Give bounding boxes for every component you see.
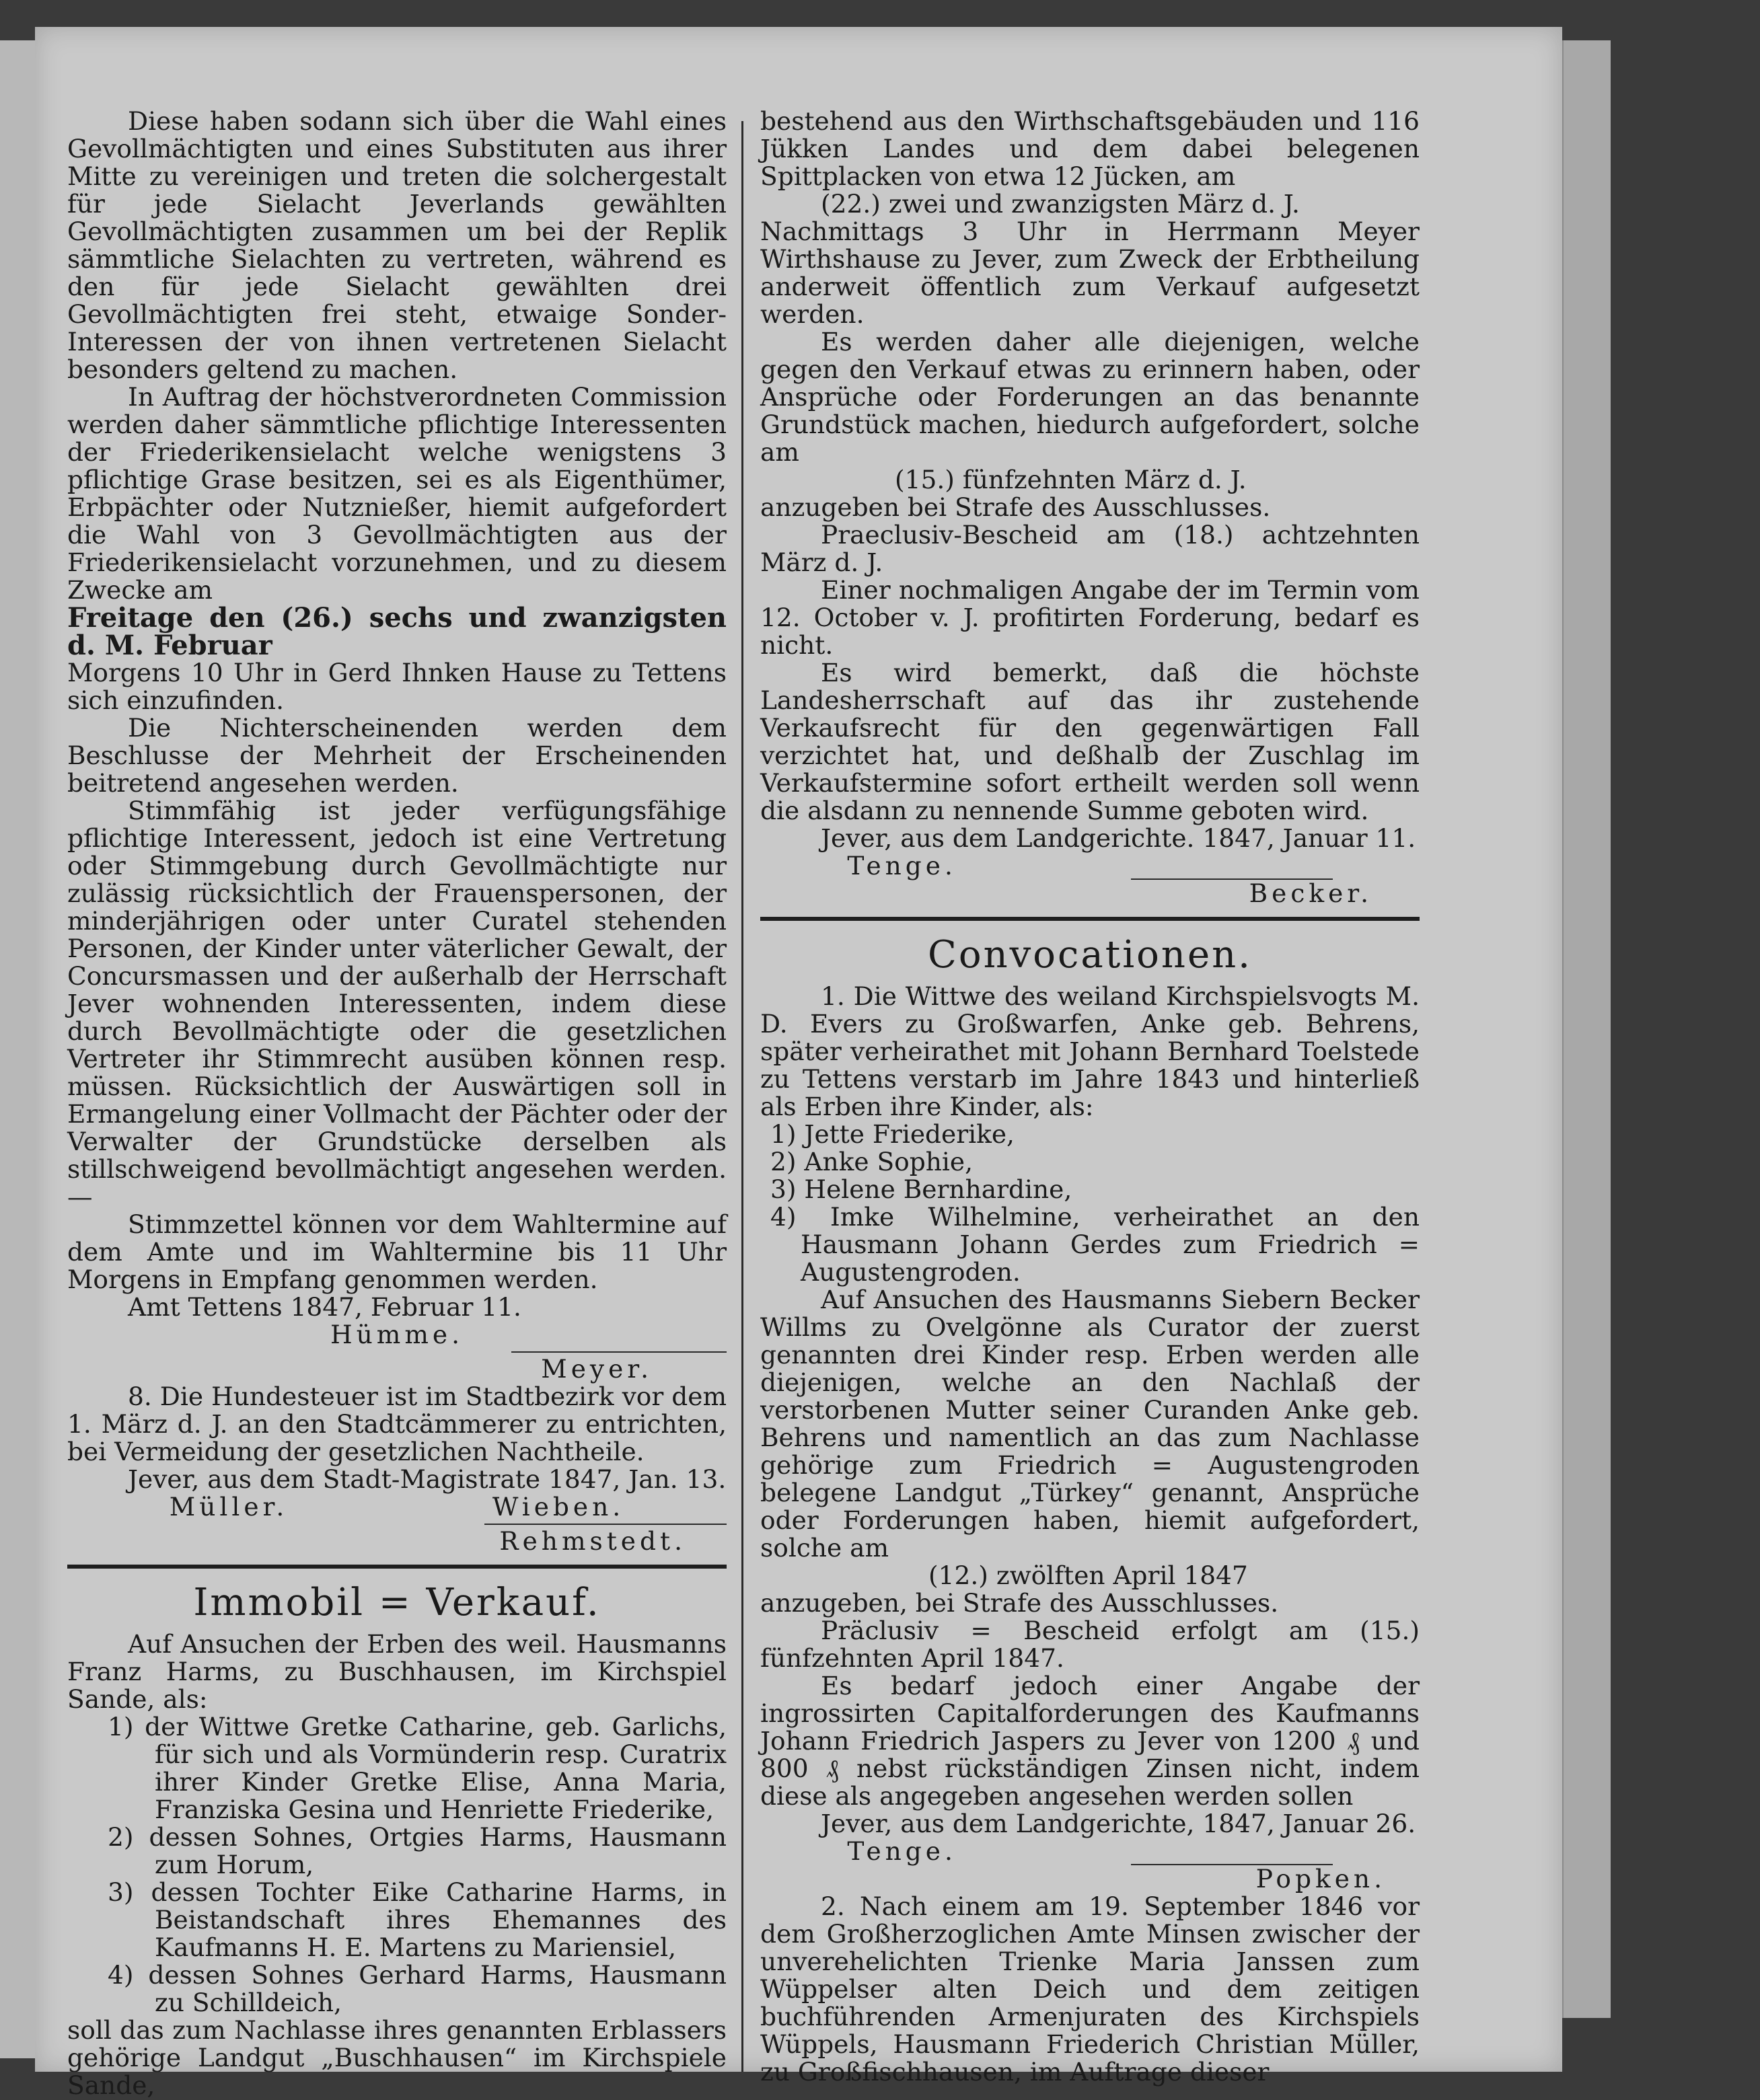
paragraph: bestehend aus den Wirthschaftsgebäuden und 116 Jükken Landes und dem dabei belegenen Spittplacken von etwa 12 Jücken, am bbox=[760, 106, 1420, 191]
paragraph: In Auftrag der höchstverordneten Commission werden daher sämmtliche pflichtige Interessenten der Friederikensielacht welche wenigstens 3 pflichtige Grase besitzen, sei es als Eigenthümer, Erbpächter oder Nutznießer, hiemit aufgefordert die Wahl von 3 Gevollmächtigten aus der Friederikensielacht vorzunehmen, und zu diesem Zwecke am bbox=[67, 382, 727, 605]
signature: Wieben. bbox=[492, 1492, 625, 1522]
signature: Müller. bbox=[169, 1492, 289, 1522]
paragraph: anzugeben bei Strafe des Ausschlusses. bbox=[760, 492, 1271, 522]
sale-date: (22.) zwei und zwanzigsten März d. J. bbox=[821, 189, 1300, 219]
signature-rule bbox=[484, 1524, 727, 1525]
paragraph: 8. Die Hundesteuer ist im Stadtbezirk vor dem 1. März d. J. an den Stadtcämmerer zu entrichten, bei Vermeidung der gesetzlichen Nachtheile. bbox=[67, 1382, 727, 1466]
paragraph: Morgens 10 Uhr in Gerd Ihnken Hause zu Tettens sich einzufinden. bbox=[67, 658, 727, 715]
paragraph: Es wird bemerkt, daß die höchste Landesherrschaft auf das ihr zustehende Verkaufsrecht für den gegenwärtigen Fall verzichtet hat, und deßhalb der Zuschlag im Verkaufstermine sofort ertheilt werden soll wenn die alsdann zu nennende Summe geboten wird. bbox=[760, 658, 1420, 825]
place-date: Jever, aus dem Landgerichte, 1847, Januar 26. bbox=[821, 1809, 1416, 1838]
list-item: 4) dessen Sohnes Gerhard Harms, Hausmann zu Schilldeich, bbox=[108, 1960, 727, 2017]
signature: Rehmstedt. bbox=[499, 1526, 686, 1556]
list-item: 3) dessen Tochter Eike Catharine Harms, in Beistandschaft ihres Ehemannes des Kaufmanns H. E. Martens zu Mariensiel, bbox=[108, 1877, 727, 1962]
paragraph: Stimmzettel können vor dem Wahltermine auf dem Amte und im Wahltermine bis 11 Uhr Morgens in Empfang genommen werden. bbox=[67, 1209, 727, 1294]
signature: Popken. bbox=[1255, 1864, 1386, 1893]
signature: Hümme. bbox=[330, 1320, 464, 1349]
signature-rule bbox=[1131, 1838, 1333, 1865]
list-item: 4) Imke Wilhelmine, verheirathet an den Hausmann Johann Gerdes zum Friedrich = Augustengroden. bbox=[770, 1202, 1420, 1287]
section-heading: Immobil = Verkauf. bbox=[193, 1581, 601, 1624]
paragraph: Diese haben sodann sich über die Wahl eines Gevollmächtigten und eines Substituten aus ihrer Mitte zu vereinigen und treten die solchergestalt für jede Sielacht Jeverlands gewählten Gevollmächtigten zusammen um bei der Replik sämmtliche Sielachten zu vertreten, während es den für jede Sielacht gewählten drei Gevollmächtigten frei steht, etwaige Sonder-Interessen der von ihnen vertretenen Sielacht besonders geltend zu machen. bbox=[67, 106, 727, 384]
meeting-date: Freitage den (26.) sechs und zwanzigsten d. M. Februar bbox=[67, 602, 727, 661]
paragraph: Stimmfähig ist jeder verfügungsfähige pflichtige Interessent, jedoch ist eine Vertretung oder Stimmgebung durch Gevollmächtigte nur zulässig rücksichtlich der Frauenspersonen, der minderjährigen oder unter Curatel stehenden Personen, der Kinder unter väterlicher Gewalt, der Concursmassen und der außerhalb der Herrschaft Jever wohnenden Interessenten, indem diese durch Bevollmächtigte oder die gesetzlichen Vertreter ihr Stimmrecht ausüben können resp. müssen. Rücksichtlich der Auswärtigen soll in Ermangelung einer Vollmacht der Pächter oder der Verwalter der Grundstücke derselben als stillschweigend bevollmächtigt angesehen werden. — bbox=[67, 796, 727, 1211]
place-date: Amt Tettens 1847, Februar 11. bbox=[128, 1292, 521, 1322]
signature-rule bbox=[511, 1351, 727, 1353]
signature-row bbox=[760, 1838, 1420, 1865]
signature-row bbox=[760, 852, 1420, 880]
list-item: 3) Helene Bernhardine, bbox=[770, 1174, 1072, 1204]
adjacent-page-edge bbox=[0, 40, 37, 2058]
paragraph: Es bedarf jedoch einer Angabe der ingrossirten Capitalforderungen des Kaufmanns Johann Friedrich Jaspers zu Jever von 1200 ₰ und 800 ₰ nebst rückständigen Zinsen nicht, indem diese als angegeben angesehen werden sollen bbox=[760, 1671, 1420, 1811]
list-item: 2) dessen Sohnes, Ortgies Harms, Hausmann zum Horum, bbox=[108, 1822, 727, 1879]
paragraph: Praeclusiv-Bescheid am (18.) achtzehnten März d. J. bbox=[760, 520, 1420, 577]
paragraph: Auf Ansuchen des Hausmanns Siebern Becker Willms zu Ovelgönne als Curator der zuerst genannten drei Kinder resp. Erben werden alle diejenigen, welche an den Nachlaß der verstorbenen Mutter seiner Curanden Anke geb. Behrens und namentlich an das zum Nachlasse gehörige zum Friedrich = Augustengroden belegene Landgut „Türkey“ genannt, Ansprüche oder Forderungen haben, hiemit aufgefordert, solche am bbox=[760, 1285, 1420, 1563]
section-heading: Convocationen. bbox=[928, 933, 1252, 977]
left-column bbox=[67, 108, 727, 2099]
paragraph: Einer nochmaligen Angabe der im Termin vom 12. October v. J. profitirten Forderung, bedarf es nicht. bbox=[760, 575, 1420, 660]
deadline-date: (12.) zwölften April 1847 bbox=[928, 1561, 1248, 1590]
right-column bbox=[760, 108, 1420, 2086]
paragraph: Es werden daher alle diejenigen, welche gegen den Verkauf etwas zu erinnern haben, oder Ansprüche oder Forderungen an das benannte Grundstück machen, hiedurch aufgefordert, solche am bbox=[760, 327, 1420, 467]
signature: Tenge. bbox=[847, 1836, 957, 1866]
place-date: Jever, aus dem Landgerichte. 1847, Januar 11. bbox=[821, 823, 1416, 853]
column-divider bbox=[741, 121, 743, 2072]
signature: Becker. bbox=[1249, 878, 1372, 908]
deadline-date: (15.) fünfzehnten März d. J. bbox=[895, 465, 1247, 494]
paragraph: Präclusiv = Bescheid erfolgt am (15.) fünfzehnten April 1847. bbox=[760, 1616, 1420, 1673]
page-stack-edge bbox=[1562, 40, 1611, 2018]
list-item: 1) der Wittwe Gretke Catharine, geb. Garlichs, für sich und als Vormünderin resp. Curatrix ihrer Kinder Gretke Elise, Anna Maria, Franziska Gesina und Henriette Friederike, bbox=[108, 1712, 727, 1824]
paragraph: Auf Ansuchen der Erben des weil. Hausmanns Franz Harms, zu Buschhausen, im Kirchspiel Sande, als: bbox=[67, 1629, 727, 1714]
paragraph: 1. Die Wittwe des weiland Kirchspielsvogts M. D. Evers zu Großwarfen, Anke geb. Behrens, später verheirathet mit Johann Bernhard Toelstede zu Tettens verstarb im Jahre 1843 und hinterließ als Erben ihre Kinder, als: bbox=[760, 981, 1420, 1121]
signature: Tenge. bbox=[847, 851, 957, 880]
signature: Meyer. bbox=[541, 1354, 653, 1384]
paragraph: Die Nichterscheinenden werden dem Beschlusse der Mehrheit der Erscheinenden beitretend angesehen werden. bbox=[67, 713, 727, 798]
list-item: 1) Jette Friederike, bbox=[770, 1119, 1015, 1149]
section-rule bbox=[760, 917, 1420, 921]
place-date: Jever, aus dem Stadt-Magistrate 1847, Jan. 13. bbox=[128, 1464, 727, 1494]
paragraph: anzugeben, bei Strafe des Ausschlusses. bbox=[760, 1588, 1279, 1618]
list-item: 2) Anke Sophie, bbox=[770, 1147, 974, 1176]
paragraph: soll das zum Nachlasse ihres genannten Erblassers gehörige Landgut „Buschhausen“ im Kirchspiele Sande, bbox=[67, 2015, 727, 2100]
paragraph: 2. Nach einem am 19. September 1846 vor dem Großherzoglichen Amte Minsen zwischer der unverehelichten Trienke Maria Janssen zum Wüppelser alten Deich und dem zeitigen buchführenden Armenjuraten des Kirchspiels Wüppels, Hausmann Friederich Christian Müller, zu Großfischhausen, im Auftrage dieser bbox=[760, 1891, 1420, 2087]
section-rule bbox=[67, 1565, 727, 1569]
signature-row bbox=[67, 1493, 727, 1521]
signature-rule bbox=[1131, 852, 1333, 880]
paragraph: Nachmittags 3 Uhr in Herrmann Meyer Wirthshause zu Jever, zum Zweck der Erbtheilung anderweit öffentlich zum Verkauf aufgesetzt werden. bbox=[760, 217, 1420, 329]
